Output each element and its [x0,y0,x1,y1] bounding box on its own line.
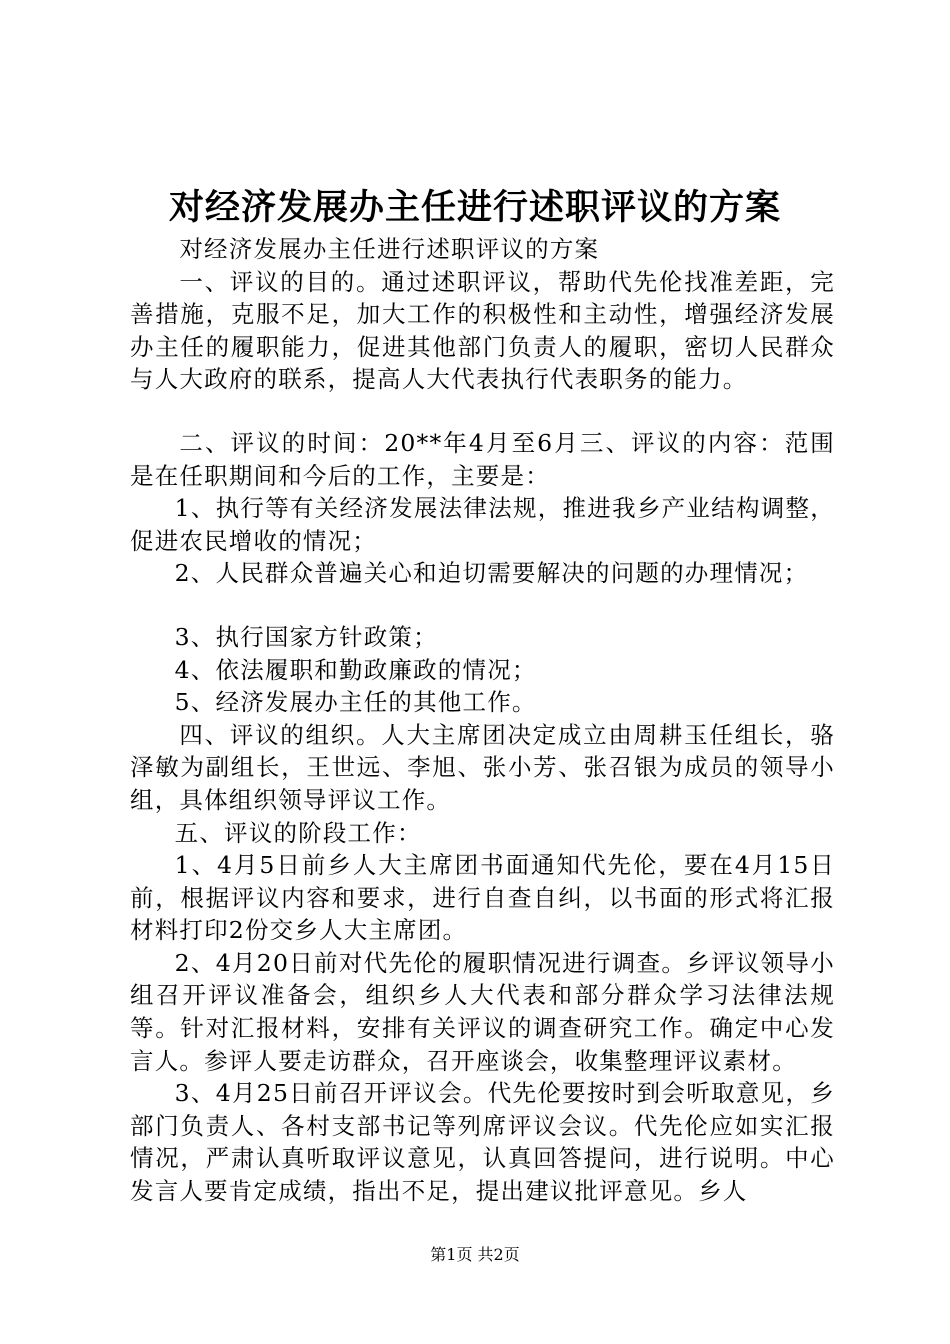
document-body [130,233,835,1208]
paragraph-item-4: 4、依法履职和勤政廉政的情况； [174,655,537,684]
paragraph-time-content: 二、评议的时间：20**年4月至6月三、评议的内容：范围是在任职期间和今后的工作，主要是： [130,428,835,490]
paragraph-item-5: 5、经济发展办主任的其他工作。 [174,688,537,717]
paragraph-organization: 四、评议的组织。人大主席团决定成立由周耕玉任组长，骆泽敏为副组长，王世远、李旭、张小芳、张召银为成员的领导小组，具体组织领导评议工作。 [130,720,835,814]
paragraph-item-3: 3、执行国家方针政策； [174,622,438,651]
paragraph-stage-1: 1、4月5日前乡人大主席团书面通知代先伦，要在4月15日前，根据评议内容和要求，进行自查自纠，以书面的形式将汇报材料打印2份交乡人大主席团。 [130,851,835,945]
paragraph-item-1: 1、执行等有关经济发展法律法规，推进我乡产业结构调整，促进农民增收的情况； [130,494,835,555]
paragraph-purpose: 一、评议的目的。通过述职评议，帮助代先伦找准差距，完善措施，克服不足，加大工作的积极性和主动性，增强经济发展办主任的履职能力，促进其他部门负责人的履职，密切人民群众与人大政府的联系，提高人大代表执行代表职务的能力。 [130,267,835,394]
paragraph-stage-2: 2、4月20日前对代先伦的履职情况进行调查。乡评议领导小组召开评议准备会，组织乡人大代表和部分群众学习法律法规等。针对汇报材料，安排有关评议的调查研究工作。确定中心发言人。参评人要走访群众，召开座谈会，收集整理评议素材。 [130,948,835,1075]
paragraph-stages-heading: 五、评议的阶段工作： [174,818,422,847]
page-footer: 第1页 共2页 [430,1245,520,1264]
paragraph-gap [130,590,835,621]
document-title: 对经济发展办主任进行述职评议的方案 [168,187,781,228]
paragraph-item-2: 2、人民群众普遍关心和迫切需要解决的问题的办理情况； [174,559,809,588]
paragraph-gap [130,396,835,427]
paragraph-subtitle: 对经济发展办主任进行述职评议的方案 [179,235,600,263]
paragraph-stage-3: 3、4月25日前召开评议会。代先伦要按时到会听取意见，乡部门负责人、各村支部书记等列席评议会议。代先伦应如实汇报情况，严肃认真听取评议意见，认真回答提问，进行说明。中心发言人要肯定成绩，指出不足，提出建议批评意见。乡人 [130,1079,835,1206]
